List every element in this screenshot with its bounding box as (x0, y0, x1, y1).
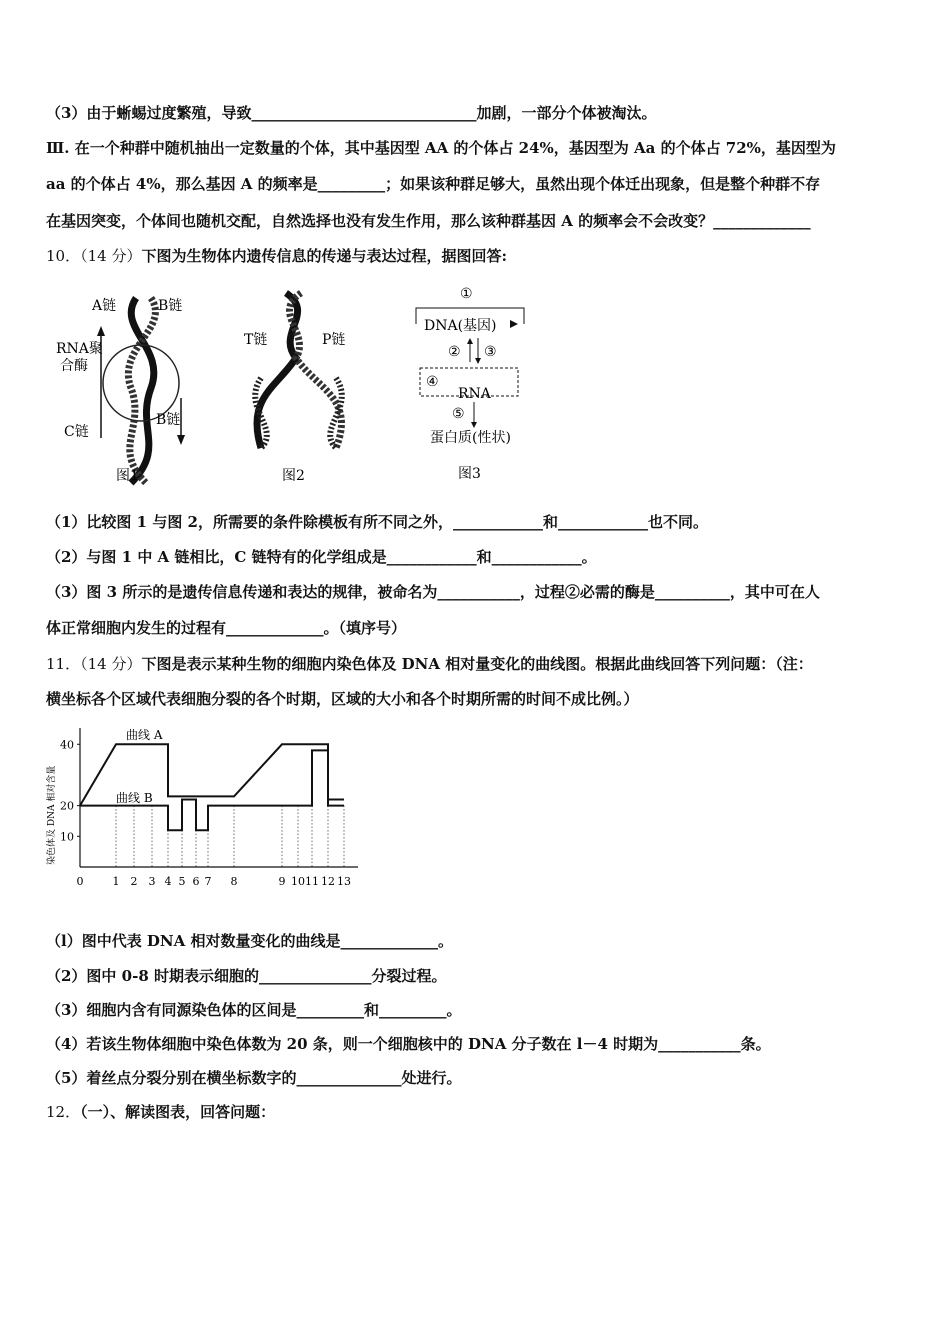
chart-grid (116, 806, 344, 867)
fig3-process-5: ⑤ (452, 406, 465, 422)
q9-part3b-line2: aa 的个体占 4%，那么基因 A 的频率是_________；如果该种群足够大，虽然出现个体迁出现象，但是整个种群不存 (46, 175, 821, 193)
x-tick-10: 10 (291, 875, 305, 888)
fig1-label-b-chain-bottom: B链 (156, 412, 181, 428)
x-tick-13: 13 (337, 875, 351, 888)
q10-heading (46, 246, 507, 266)
q12-stem: （一）、解读图表，回答问题： (80, 1103, 276, 1121)
q10-number: 10．（14 分） (46, 247, 142, 265)
fig3-process-3: ③ (484, 344, 497, 360)
chart-labels (45, 727, 351, 888)
x-tick-2: 2 (130, 875, 138, 888)
q12-number: 12． (46, 1103, 81, 1121)
q9-part3-line: （3）由于蜥蜴过度繁殖，导致______________________________加剧，一部分个体被淘汰。 (46, 104, 657, 122)
y-tick-20: 20 (60, 799, 74, 813)
x-tick-7: 7 (204, 875, 212, 888)
fig1-label-c-chain: C链 (64, 424, 89, 440)
q10-stem: 下图为生物体内遗传信息的传递与表达过程，据图回答: (141, 247, 507, 265)
fig3-caption: 图3 (458, 466, 481, 482)
x-tick-1: 1 (112, 875, 120, 888)
chart-series (80, 744, 344, 830)
fig1-label-rna-polymerase-1: RNA聚 (56, 341, 103, 357)
fig3-dna-gene: DNA(基因) (424, 318, 497, 334)
figure-2 (236, 288, 366, 488)
x-tick-11: 11 (305, 875, 319, 888)
series-name-b: 曲线 B (116, 791, 153, 805)
q11-stem-line2: 横坐标各个区域代表细胞分裂的各个时期，区域的大小和各个时期所需的时间不成比例。） (46, 690, 639, 708)
fig3-process-2: ② (448, 344, 461, 360)
fig3-process-4: ④ (426, 374, 439, 390)
q11-part1: （l）图中代表 DNA 相对数量变化的曲线是_____________。 (46, 932, 454, 950)
x-tick-8: 8 (230, 875, 238, 888)
fig3-process-1: ① (460, 286, 473, 302)
fig1-label-b-chain-top: B链 (158, 298, 183, 314)
fig3-rna: RNA (458, 386, 491, 402)
x-tick-0: 0 (76, 875, 84, 888)
x-tick-3: 3 (148, 875, 156, 888)
q9-part3b-line3: 在基因突变，个体间也随机交配，自然选择也没有发生作用，那么该种群基因 A 的频率会不会改变？_____________ (46, 212, 811, 230)
fig1-label-a-chain: A链 (92, 298, 117, 314)
fig1-caption: 图1 (116, 468, 139, 484)
q11-part3: （3）细胞内含有同源染色体的区间是_________和_________。 (46, 1001, 462, 1019)
q10-part3-line2: 体正常细胞内发生的过程有_____________。（填序号） (46, 619, 407, 637)
q11-stem: 下图是表示某种生物的细胞内染色体及 DNA 相对量变化的曲线图。根据此曲线回答下列问题：（注： (141, 655, 813, 673)
series-name-a: 曲线 A (126, 728, 163, 742)
x-tick-12: 12 (321, 875, 335, 888)
chromosome-dna-chart (40, 722, 370, 897)
x-tick-9: 9 (278, 875, 286, 888)
q10-part1: （1）比较图 1 与图 2，所需要的条件除模板有所不同之外，____________和____________也不同。 (46, 513, 708, 531)
fig1-label-rna-polymerase-2: 合酶 (60, 358, 88, 374)
fig2-label-p-chain: P链 (322, 332, 346, 348)
y-tick-40: 40 (60, 738, 74, 752)
q11-heading (46, 654, 813, 674)
y-axis-label: 染色体及 DNA 相对含量 (47, 765, 57, 865)
y-tick-10: 10 (60, 830, 74, 844)
fig2-caption: 图2 (282, 468, 305, 484)
x-tick-5: 5 (178, 875, 186, 888)
x-tick-6: 6 (192, 875, 200, 888)
q12-heading (46, 1102, 275, 1122)
q9-part3b-line1: Ⅲ. 在一个种群中随机抽出一定数量的个体，其中基因型 AA 的个体占 24%，基因型为 Aa 的个体占 72%，基因型为 (46, 139, 836, 157)
figure-1 (56, 288, 206, 488)
q11-part4: （4）若该生物体细胞中染色体数为 20 条，则一个细胞核中的 DNA 分子数在 l－4 时期为___________条。 (46, 1035, 771, 1053)
q11-part5: （5）着丝点分裂分别在横坐标数字的______________处进行。 (46, 1069, 462, 1087)
q11-part2: （2）图中 0-8 时期表示细胞的_______________分裂过程。 (46, 967, 447, 985)
q11-number: 11．（14 分） (46, 655, 142, 673)
figure-3 (406, 280, 546, 490)
q10-part3-line1: （3）图 3 所示的是遗传信息传递和表达的规律，被命名为___________，过程②必需的酶是__________，其中可在人 (46, 583, 820, 601)
fig2-label-t-chain: T链 (244, 332, 268, 348)
fig3-protein: 蛋白质(性状) (430, 430, 511, 446)
q10-part2: （2）与图 1 中 A 链相比，C 链特有的化学组成是____________和____________。 (46, 548, 597, 566)
x-tick-4: 4 (164, 875, 172, 888)
